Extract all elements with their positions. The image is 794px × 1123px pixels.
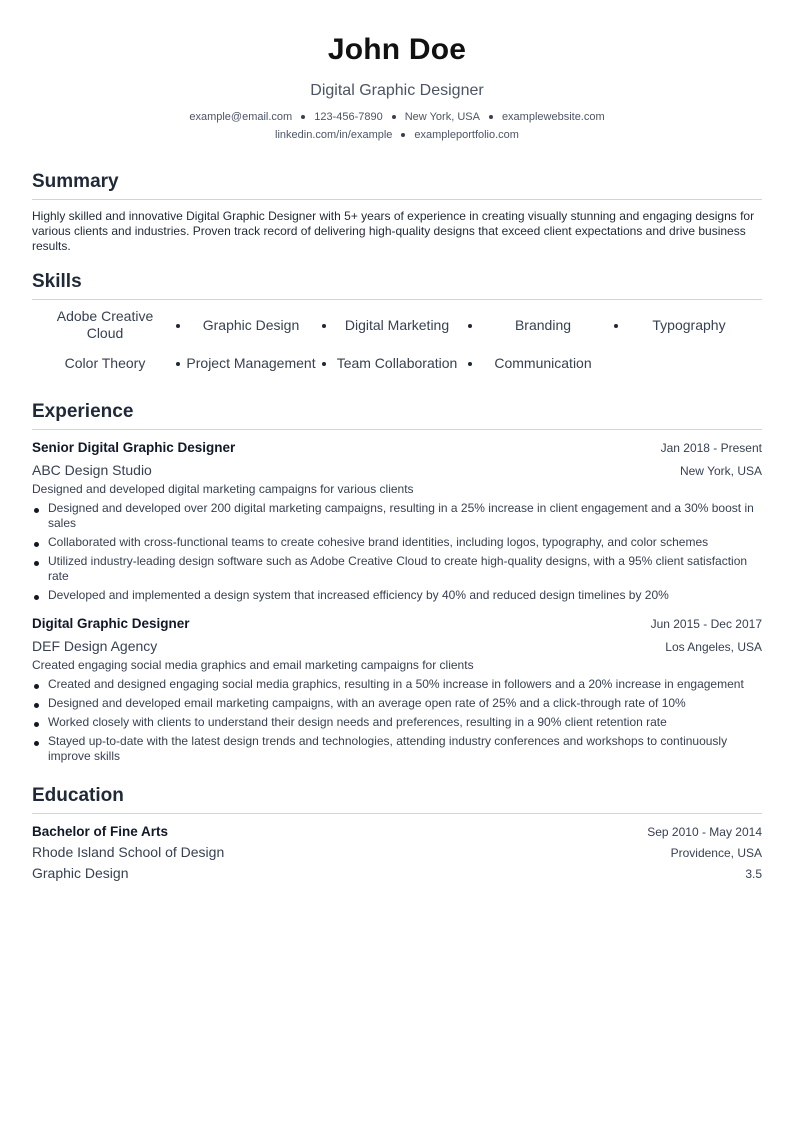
separator-dot xyxy=(392,115,396,119)
experience-heading: Experience xyxy=(32,400,762,430)
bullet-text: Stayed up-to-date with the latest design trends and technologies, attending industry conferences and workshops to continuously improve skills xyxy=(48,734,728,763)
bullet-text: Worked closely with clients to understand their design needs and preferences, resulting in a 90% client retention rate xyxy=(48,715,667,729)
bullet-icon xyxy=(34,542,39,547)
job-role: Senior Digital Graphic Designer xyxy=(32,440,236,455)
summary-heading: Summary xyxy=(32,170,762,200)
bullet-text: Collaborated with cross-functional teams to create cohesive brand identities, including logos, typography, and color schemes xyxy=(48,535,709,549)
bullet-icon xyxy=(34,703,39,708)
edu-dates: Sep 2010 - May 2014 xyxy=(647,825,762,839)
resume-header xyxy=(32,32,762,142)
contact-line-1 xyxy=(32,110,762,124)
skill-item xyxy=(324,355,470,372)
list-item xyxy=(32,734,762,764)
edu-field: Graphic Design xyxy=(32,865,129,881)
skill-item xyxy=(178,355,324,372)
bullet-icon xyxy=(34,741,39,746)
job-role: Digital Graphic Designer xyxy=(32,616,190,631)
bullet-icon xyxy=(34,595,39,600)
job-description: Designed and developed digital marketing campaigns for various clients xyxy=(32,482,414,496)
skill-item xyxy=(616,317,762,334)
list-item xyxy=(32,696,762,711)
experience-section xyxy=(32,400,762,764)
edu-location: Providence, USA xyxy=(670,846,762,860)
skill-label: Graphic Design xyxy=(202,316,300,333)
skill-label: Branding xyxy=(514,316,572,333)
skills-section xyxy=(32,270,762,382)
contact-line-2 xyxy=(32,128,762,142)
skill-label: Typography xyxy=(652,316,726,333)
bullet-icon xyxy=(34,508,39,513)
separator-dot xyxy=(489,115,493,119)
skill-label: Adobe Creative Cloud xyxy=(56,308,154,341)
skills-heading: Skills xyxy=(32,270,762,300)
job-location: Los Angeles, USA xyxy=(665,640,762,654)
separator-dot xyxy=(301,115,305,119)
edu-gpa: 3.5 xyxy=(745,867,762,881)
list-item xyxy=(32,501,762,531)
job-dates: Jan 2018 - Present xyxy=(660,441,762,455)
contact-website[interactable]: examplewebsite.com xyxy=(501,111,605,123)
education-heading: Education xyxy=(32,784,762,814)
list-item xyxy=(32,588,762,603)
bullet-icon xyxy=(34,722,39,727)
job-entry xyxy=(32,615,762,764)
candidate-title: Digital Graphic Designer xyxy=(310,82,484,99)
list-item xyxy=(32,715,762,730)
job-company: DEF Design Agency xyxy=(32,638,158,654)
contact-phone[interactable]: 123-456-7890 xyxy=(314,111,383,123)
skill-item xyxy=(470,317,616,334)
bullet-icon xyxy=(34,561,39,566)
job-company: ABC Design Studio xyxy=(32,462,152,478)
contact-location: New York, USA xyxy=(404,111,480,123)
candidate-name: John Doe xyxy=(327,33,467,66)
job-location: New York, USA xyxy=(679,464,762,478)
education-section xyxy=(32,784,762,882)
bullet-text: Created and designed engaging social media graphics, resulting in a 50% increase in followers and a 20% increase in engagement xyxy=(48,677,744,691)
separator-dot xyxy=(401,133,405,137)
summary-text: Highly skilled and innovative Digital Graphic Designer with 5+ years of experience in creating visually stunning and engaging designs for various clients and industries. Proven track record of delivering high-quality designs that exceed client expectations and drive business results. xyxy=(32,209,755,253)
skills-row-1 xyxy=(32,306,762,344)
skill-label: Communication xyxy=(494,354,592,371)
education-entry xyxy=(32,823,762,882)
skills-grid xyxy=(32,306,762,382)
list-item xyxy=(32,535,762,550)
edu-degree: Bachelor of Fine Arts xyxy=(32,824,169,839)
job-entry xyxy=(32,439,762,603)
job-dates: Jun 2015 - Dec 2017 xyxy=(650,617,762,631)
skill-item xyxy=(32,355,178,372)
list-item xyxy=(32,677,762,692)
job-bullets xyxy=(32,501,762,603)
skill-label: Project Management xyxy=(186,354,316,371)
bullet-text: Designed and developed email marketing campaigns, with an average open rate of 25% and a click-through rate of 10% xyxy=(48,696,686,710)
job-bullets xyxy=(32,677,762,764)
job-description: Created engaging social media graphics and email marketing campaigns for clients xyxy=(32,658,474,672)
skills-row-2 xyxy=(32,344,762,382)
skill-item xyxy=(470,355,616,372)
bullet-text: Utilized industry-leading design software such as Adobe Creative Cloud to create high-quality designs, with a 95% client satisfaction rate xyxy=(48,554,748,583)
list-item xyxy=(32,554,762,584)
skill-item xyxy=(32,308,178,342)
contact-email[interactable]: example@email.com xyxy=(189,111,293,123)
skill-label: Team Collaboration xyxy=(336,354,458,371)
skill-item xyxy=(178,317,324,334)
contact-portfolio[interactable]: exampleportfolio.com xyxy=(414,129,519,141)
contact-linkedin[interactable]: linkedin.com/in/example xyxy=(275,129,393,141)
summary-section xyxy=(32,170,762,254)
edu-school: Rhode Island School of Design xyxy=(32,844,225,860)
bullet-icon xyxy=(34,684,39,689)
bullet-text: Designed and developed over 200 digital marketing campaigns, resulting in a 25% increase in client engagement and a 30% boost in sales xyxy=(48,501,754,530)
bullet-text: Developed and implemented a design system that increased efficiency by 40% and reduced design timelines by 20% xyxy=(48,588,669,602)
skill-label: Digital Marketing xyxy=(344,316,450,333)
skill-item xyxy=(324,317,470,334)
skill-label: Color Theory xyxy=(64,354,146,371)
